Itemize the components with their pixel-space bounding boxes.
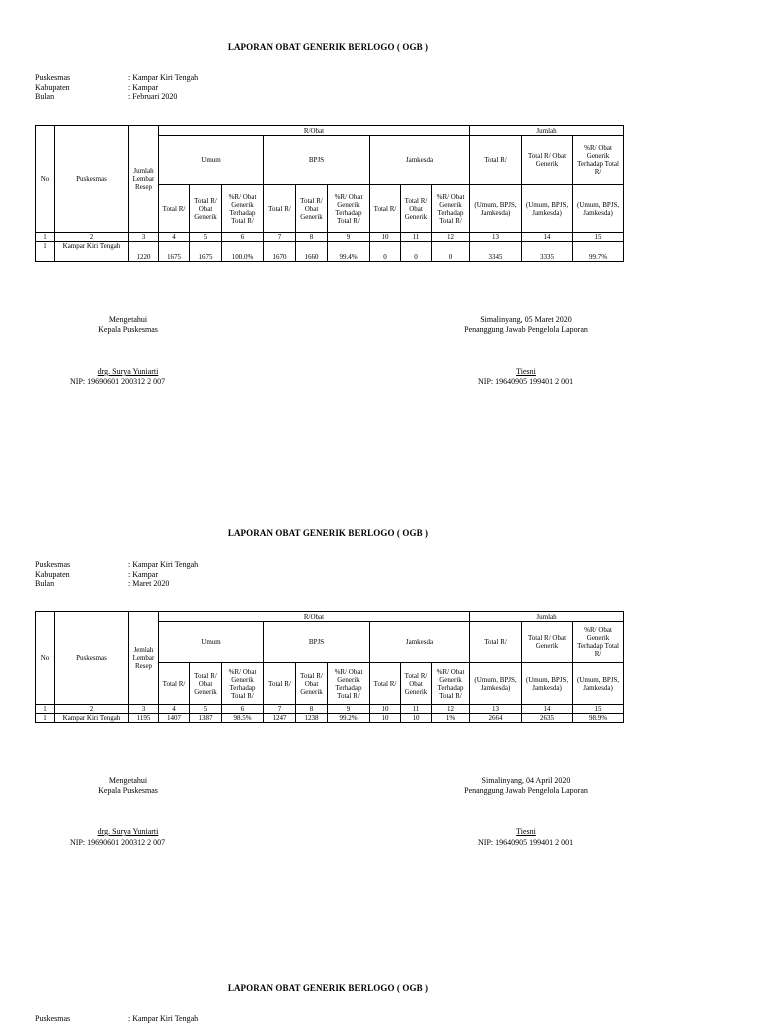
header-pct-r: %R/ Obat Generik Terhadap Total R/ bbox=[573, 622, 624, 663]
meta-label: Kabupaten bbox=[35, 82, 70, 92]
signer-name: drg. Surya Yuniarti bbox=[97, 367, 159, 376]
col-num: 2 bbox=[55, 705, 129, 714]
header-total-r-obat-generik: Total R/ Obat Generik bbox=[190, 663, 222, 705]
signature-role: Penanggung Jawab Pengelola Laporan bbox=[464, 786, 588, 795]
cell-value: 1675 bbox=[159, 242, 190, 262]
col-num: 13 bbox=[470, 233, 522, 242]
cell-value: 99.7% bbox=[573, 242, 624, 262]
cell-value: 3335 bbox=[522, 242, 573, 262]
signature-role: Kepala Puskesmas bbox=[98, 786, 158, 795]
header-total-r-obat-generik: Total R/ Obat Generik bbox=[296, 663, 328, 705]
header-jamkesda: Jamkesda bbox=[370, 136, 470, 185]
header-jumlah-lembar: Jumlah Lembar Resep bbox=[129, 126, 159, 233]
signer-name: drg. Surya Yuniarti bbox=[97, 827, 159, 836]
col-num: 2 bbox=[55, 233, 129, 242]
col-num: 9 bbox=[328, 705, 370, 714]
signer-nip: NIP: 19640905 199401 2 001 bbox=[478, 377, 574, 386]
header-pct-r: %R/ Obat Generik Terhadap Total R/ bbox=[328, 185, 370, 233]
header-sub-15: (Umum, BPJS, Jamkesda) bbox=[573, 663, 624, 705]
col-num: 12 bbox=[432, 705, 470, 714]
header-total-r-obat-generik: Total R/ Obat Generik bbox=[522, 622, 573, 663]
cell-value: 1387 bbox=[190, 714, 222, 723]
col-num: 6 bbox=[222, 705, 264, 714]
cell-value: 1675 bbox=[190, 242, 222, 262]
col-num: 5 bbox=[190, 705, 222, 714]
header-puskesmas: Puskesmas bbox=[55, 126, 129, 233]
table-row bbox=[36, 714, 624, 723]
cell-value: 1247 bbox=[264, 714, 296, 723]
signature-role: Penanggung Jawab Pengelola Laporan bbox=[464, 325, 588, 334]
header-umum: Umum bbox=[159, 136, 264, 185]
signature-right bbox=[446, 776, 606, 796]
signer-nip: NIP: 19690601 200312 2 007 bbox=[70, 838, 166, 847]
header-umum: Umum bbox=[159, 622, 264, 663]
header-sub-13: (Umum, BPJS, Jamkesda) bbox=[470, 185, 522, 233]
cell-value: 99.2% bbox=[328, 714, 370, 723]
header-total-r: Total R/ bbox=[370, 185, 401, 233]
meta-label: Puskesmas bbox=[35, 73, 71, 82]
col-num: 13 bbox=[470, 705, 522, 714]
header-total-r: Total R/ bbox=[370, 663, 401, 705]
signature-role: Kepala Puskesmas bbox=[98, 325, 158, 334]
cell-value: 1670 bbox=[264, 242, 296, 262]
meta-value: : Kampar Kiri Tengah bbox=[128, 1014, 199, 1023]
header-total-r: Total R/ bbox=[264, 185, 296, 233]
signature-right-name bbox=[446, 367, 606, 377]
cell-value: 1220 bbox=[129, 242, 159, 262]
cell-value: 3345 bbox=[470, 242, 522, 262]
header-jumlah: Jumlah bbox=[470, 612, 624, 622]
header-robat: R/Obat bbox=[159, 612, 470, 622]
header-pct-r: %R/ Obat Generik Terhadap Total R/ bbox=[573, 136, 624, 185]
header-bpjs: BPJS bbox=[264, 136, 370, 185]
signature-left-name bbox=[68, 367, 188, 377]
header-total-r: Total R/ bbox=[159, 663, 190, 705]
header-total-r: Total R/ bbox=[264, 663, 296, 705]
header-pct-r: %R/ Obat Generik Terhadap Total R/ bbox=[432, 663, 470, 705]
col-num: 14 bbox=[522, 233, 573, 242]
signature-left bbox=[68, 315, 188, 335]
header-pct-r: %R/ Obat Generik Terhadap Total R/ bbox=[432, 185, 470, 233]
col-num: 15 bbox=[573, 233, 624, 242]
cell-value: 0 bbox=[432, 242, 470, 262]
report-title: LAPORAN OBAT GENERIK BERLOGO ( OGB ) bbox=[227, 528, 429, 538]
header-pct-r: %R/ Obat Generik Terhadap Total R/ bbox=[222, 185, 264, 233]
signature-date: Simalinyang, 04 April 2020 bbox=[481, 776, 571, 785]
meta-value: : Kampar Kiri Tengah bbox=[128, 560, 199, 569]
header-bpjs: BPJS bbox=[264, 622, 370, 663]
cell-value: 10 bbox=[370, 714, 401, 723]
meta-value: : Kampar Kiri Tengah bbox=[128, 73, 199, 82]
header-jamkesda: Jamkesda bbox=[370, 622, 470, 663]
cell-value: 98.9% bbox=[573, 714, 624, 723]
table-row bbox=[36, 242, 624, 262]
cell-value: 0 bbox=[401, 242, 432, 262]
header-total-r: Total R/ bbox=[470, 136, 522, 185]
col-num: 5 bbox=[190, 233, 222, 242]
header-sub-14: (Umum, BPJS, Jamkesda) bbox=[522, 663, 573, 705]
column-number-row bbox=[36, 233, 624, 242]
header-sub-13: (Umum, BPJS, Jamkesda) bbox=[470, 663, 522, 705]
header-pct-r: %R/ Obat Generik Terhadap Total R/ bbox=[328, 663, 370, 705]
header-pct-r: %R/ Obat Generik Terhadap Total R/ bbox=[222, 663, 264, 705]
cell-no: 1 bbox=[36, 714, 55, 723]
cell-value: 1407 bbox=[159, 714, 190, 723]
cell-value: 98.5% bbox=[222, 714, 264, 723]
cell-value: 2635 bbox=[522, 714, 573, 723]
ogb-table bbox=[35, 125, 624, 262]
signature-caption: Mengetahui bbox=[108, 315, 148, 324]
col-num: 10 bbox=[370, 233, 401, 242]
col-num: 7 bbox=[264, 233, 296, 242]
col-num: 9 bbox=[328, 233, 370, 242]
cell-value: 10 bbox=[401, 714, 432, 723]
cell-value: 99.4% bbox=[328, 242, 370, 262]
meta-label: Bulan bbox=[35, 92, 55, 101]
signer-name: Tiesni bbox=[516, 367, 536, 376]
ogb-table bbox=[35, 611, 624, 723]
meta-label: Kabupaten bbox=[35, 569, 70, 579]
report-meta bbox=[35, 1014, 198, 1024]
col-num: 1 bbox=[36, 705, 55, 714]
col-num: 10 bbox=[370, 705, 401, 714]
header-total-r-obat-generik: Total R/ Obat Generik bbox=[522, 136, 573, 185]
signer-nip: NIP: 19640905 199401 2 001 bbox=[478, 838, 574, 847]
col-num: 7 bbox=[264, 705, 296, 714]
signature-right-name bbox=[446, 827, 606, 837]
meta-value: : Maret 2020 bbox=[128, 579, 170, 588]
signature-left-name bbox=[68, 827, 188, 837]
meta-value: : Kampar bbox=[128, 82, 158, 92]
col-num: 12 bbox=[432, 233, 470, 242]
header-total-r-obat-generik: Total R/ Obat Generik bbox=[401, 185, 432, 233]
meta-value: : Kampar bbox=[128, 569, 158, 579]
header-total-r-obat-generik: Total R/ Obat Generik bbox=[401, 663, 432, 705]
cell-value: 1% bbox=[432, 714, 470, 723]
header-no: No bbox=[36, 126, 55, 233]
col-num: 11 bbox=[401, 233, 432, 242]
signature-date: Simalinyang, 05 Maret 2020 bbox=[480, 315, 572, 324]
signer-name: Tiesni bbox=[516, 827, 536, 836]
header-jumlah: Jumlah bbox=[470, 126, 624, 136]
col-num: 3 bbox=[129, 233, 159, 242]
header-sub-14: (Umum, BPJS, Jamkesda) bbox=[522, 185, 573, 233]
header-total-r-obat-generik: Total R/ Obat Generik bbox=[296, 185, 328, 233]
col-num: 14 bbox=[522, 705, 573, 714]
report-meta bbox=[35, 73, 198, 102]
meta-label: Bulan bbox=[35, 579, 55, 588]
col-num: 15 bbox=[573, 705, 624, 714]
header-robat: R/Obat bbox=[159, 126, 470, 136]
header-no: No bbox=[36, 612, 55, 705]
signature-left bbox=[68, 776, 188, 796]
report-title: LAPORAN OBAT GENERIK BERLOGO ( OGB ) bbox=[227, 983, 429, 993]
header-total-r-obat-generik: Total R/ Obat Generik bbox=[190, 185, 222, 233]
cell-value: 1195 bbox=[129, 714, 159, 723]
cell-no: 1 bbox=[36, 242, 55, 262]
signature-right bbox=[446, 315, 606, 335]
header-puskesmas: Puskesmas bbox=[55, 612, 129, 705]
meta-value: : Februari 2020 bbox=[128, 92, 178, 101]
column-number-row bbox=[36, 705, 624, 714]
header-total-r: Total R/ bbox=[470, 622, 522, 663]
col-num: 11 bbox=[401, 705, 432, 714]
col-num: 3 bbox=[129, 705, 159, 714]
cell-puskesmas: Kampar Kiri Tengah bbox=[55, 242, 129, 262]
col-num: 8 bbox=[296, 233, 328, 242]
signer-nip: NIP: 19690601 200312 2 007 bbox=[70, 377, 166, 386]
cell-value: 100.0% bbox=[222, 242, 264, 262]
cell-value: 2664 bbox=[470, 714, 522, 723]
cell-value: 1660 bbox=[296, 242, 328, 262]
header-jumlah-lembar: Jemlah Lembar Resep bbox=[129, 612, 159, 705]
cell-value: 1238 bbox=[296, 714, 328, 723]
report-meta bbox=[35, 560, 198, 589]
signature-caption: Mengetahui bbox=[108, 776, 148, 785]
header-total-r: Total R/ bbox=[159, 185, 190, 233]
cell-puskesmas: Kampar Kiri Tengah bbox=[55, 714, 129, 723]
col-num: 4 bbox=[159, 233, 190, 242]
col-num: 8 bbox=[296, 705, 328, 714]
cell-value: 0 bbox=[370, 242, 401, 262]
report-title: LAPORAN OBAT GENERIK BERLOGO ( OGB ) bbox=[227, 42, 429, 52]
header-sub-15: (Umum, BPJS, Jamkesda) bbox=[573, 185, 624, 233]
col-num: 1 bbox=[36, 233, 55, 242]
meta-label: Puskesmas bbox=[35, 560, 71, 569]
meta-label: Puskesmas bbox=[35, 1014, 71, 1023]
col-num: 6 bbox=[222, 233, 264, 242]
col-num: 4 bbox=[159, 705, 190, 714]
